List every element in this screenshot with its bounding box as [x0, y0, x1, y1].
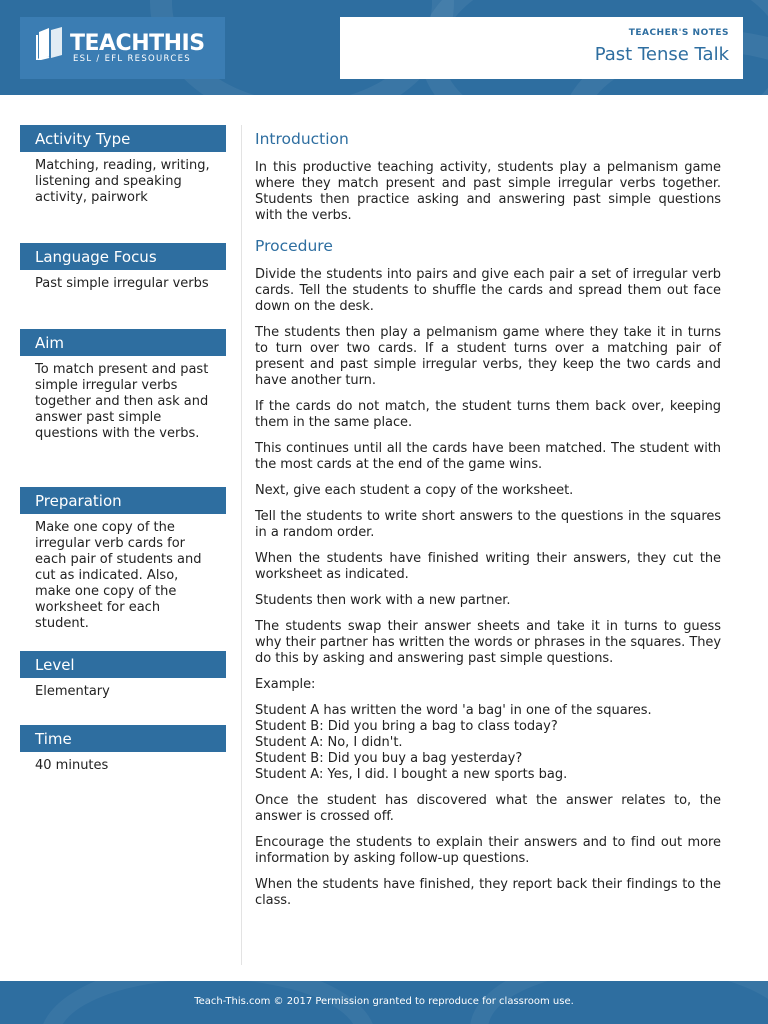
closing-paragraph: When the students have finished, they report back their findings to the class. — [255, 877, 721, 908]
example-line: Student B: Did you bring a bag to class today? — [255, 719, 558, 734]
sidebar-body: Make one copy of the irregular verb cards for each pair of students and cut as indicated. Also, make one copy of the worksheet for each student. — [35, 520, 202, 631]
sidebar-body: To match present and past simple irregular verbs together and then ask and answer past simple questions with the verbs. — [35, 362, 209, 441]
sidebar-body: 40 minutes — [35, 758, 109, 773]
example-line: Student B: Did you buy a bag yesterday? — [255, 751, 523, 766]
procedure-paragraph: Students then work with a new partner. — [255, 593, 511, 608]
procedure-heading: Procedure — [255, 237, 333, 255]
main-content — [255, 129, 721, 909]
logo — [20, 17, 225, 79]
procedure-paragraph: Next, give each student a copy of the worksheet. — [255, 483, 574, 498]
example-line: Student A has written the word 'a bag' in one of the squares. — [255, 703, 652, 718]
sidebar-section-aim — [20, 329, 226, 459]
sidebar-heading: Level — [20, 651, 226, 678]
column-divider — [241, 125, 242, 965]
introduction-text: In this productive teaching activity, students play a pelmanism game where they match present and past simple irregular verbs together. Students then practice asking and answering past simple questions with the verbs. — [255, 160, 721, 223]
sidebar-heading: Activity Type — [20, 125, 226, 152]
sidebar — [20, 125, 226, 774]
title-panel — [340, 17, 743, 79]
sidebar-body: Elementary — [35, 684, 110, 699]
sidebar-heading: Preparation — [20, 487, 226, 514]
sidebar-section-activity-type — [20, 125, 226, 223]
sidebar-section-time — [20, 725, 226, 774]
logo-text: TEACHTHIS — [70, 30, 205, 56]
sidebar-heading: Time — [20, 725, 226, 752]
sidebar-heading: Language Focus — [20, 243, 226, 270]
procedure-paragraph: If the cards do not match, the student turns them back over, keeping them in the same place. — [255, 399, 721, 430]
procedure-paragraph: This continues until all the cards have been matched. The student with the most cards at the end of the game wins. — [255, 441, 721, 472]
sidebar-heading: Aim — [20, 329, 226, 356]
example-label: Example: — [255, 677, 316, 692]
sidebar-section-language-focus — [20, 243, 226, 310]
logo-subtitle: ESL / EFL RESOURCES — [73, 54, 191, 64]
introduction-heading: Introduction — [255, 130, 349, 148]
example-line: Student A: Yes, I did. I bought a new sports bag. — [255, 767, 568, 782]
sidebar-body: Past simple irregular verbs — [35, 276, 209, 291]
closing-paragraph: Once the student has discovered what the answer relates to, the answer is crossed off. — [255, 793, 721, 824]
example-dialogue — [255, 703, 721, 783]
page-kicker: TEACHER'S NOTES — [628, 28, 729, 38]
sidebar-body: Matching, reading, writing, listening and speaking activity, pairwork — [35, 158, 210, 205]
book-icon — [35, 26, 67, 60]
procedure-paragraph: When the students have finished writing their answers, they cut the worksheet as indicated. — [255, 551, 721, 582]
example-line: Student A: No, I didn't. — [255, 735, 403, 750]
procedure-paragraph: The students then play a pelmanism game where they take it in turns to turn over two cards. If a student turns over a matching pair of present and past simple irregular verbs, they keep the two cards and have another turn. — [255, 325, 721, 388]
sidebar-section-preparation — [20, 487, 226, 632]
copyright-notice: Teach-This.com © 2017 Permission granted to reproduce for classroom use. — [194, 996, 574, 1007]
procedure-paragraph: Tell the students to write short answers to the questions in the squares in a random order. — [255, 509, 721, 540]
page-header — [0, 0, 768, 95]
procedure-paragraph: The students swap their answer sheets and take it in turns to guess why their partner has written the words or phrases in the squares. They do this by asking and answering past simple questions. — [255, 619, 721, 666]
page-title: Past Tense Talk — [594, 44, 729, 65]
closing-paragraph: Encourage the students to explain their answers and to find out more information by asking follow-up questions. — [255, 835, 721, 866]
sidebar-section-level — [20, 651, 226, 702]
page-footer — [0, 981, 768, 1024]
procedure-paragraph: Divide the students into pairs and give each pair a set of irregular verb cards. Tell the students to shuffle the cards and spread them out face down on the desk. — [255, 267, 721, 314]
